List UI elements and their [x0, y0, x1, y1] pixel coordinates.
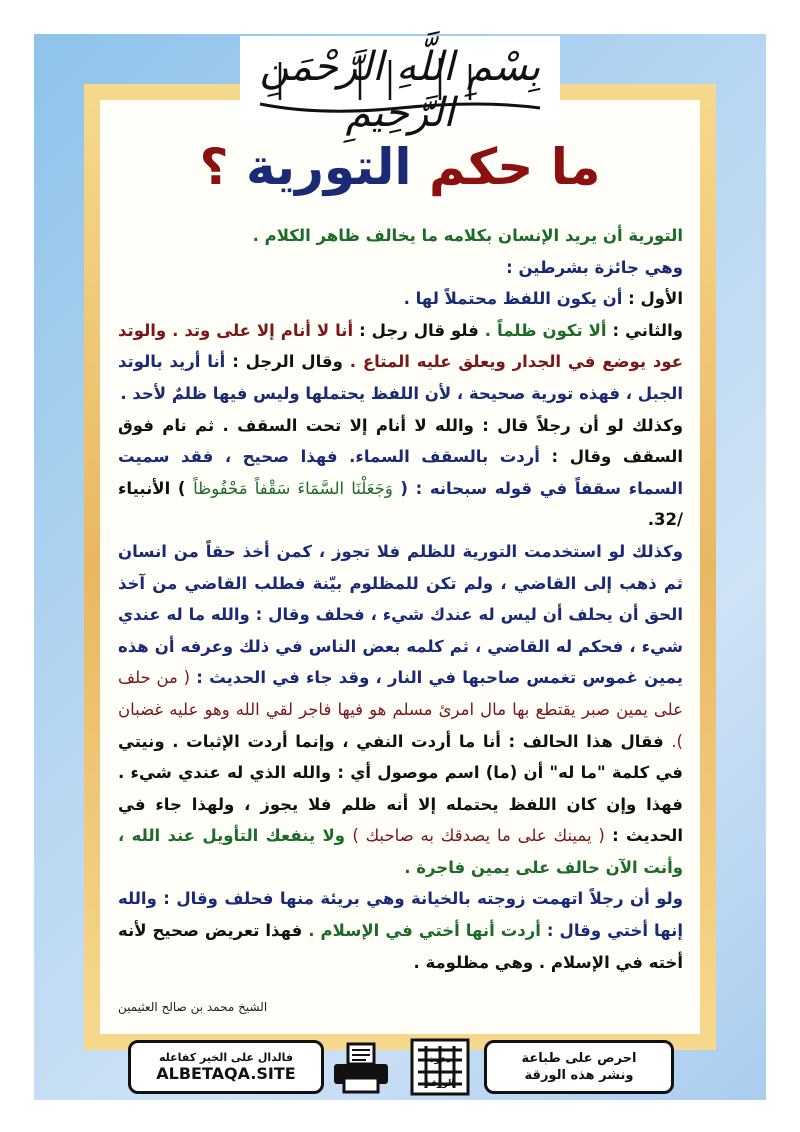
text-segment: وكذلك لو أن رجلاً قال : والله لا أنام إلا تحت السقف . ثم نام فوق السقف وقال : [118, 415, 683, 467]
printer-icon [330, 1040, 392, 1096]
quran-verse: وَجَعَلْنَا السَّمَاءَ سَقْفاً مَحْفُوظاً [193, 478, 393, 498]
logo-text-2: الورقة [425, 1079, 455, 1089]
print-reminder-line1: احرص على طباعة [521, 1051, 637, 1066]
text-segment: ولا ينفعك التأويل عند الله ، وأنت الآن حالف على يمين فاجرة . [118, 826, 683, 877]
text-segment: فلو قال رجل : [353, 320, 485, 340]
page-title [100, 138, 700, 196]
text-segment: وقال الرجل : [225, 352, 350, 372]
title-question-mark: ؟ [199, 138, 229, 196]
article-body [118, 220, 683, 978]
text-segment: ولو أن رجلاً اتهمت زوجته بالخيانة وهي بريئة منها فحلف وقال : والله إنها أختي وقال : [118, 889, 683, 941]
text-segment: الأول : [622, 289, 683, 309]
paragraph-roof-example [118, 410, 683, 536]
text-segment: أردت بالسقف السماء. فهذا صحيح ، فقد سميت السماء سقفاً في قوله سبحانه : ( [118, 447, 683, 498]
hadith-quote: ( يمينك على ما يصدقك به صاحبك ) [352, 826, 605, 846]
logo-text-1: دعوة [429, 1055, 451, 1065]
paragraph-oppression [118, 536, 683, 884]
basmala-text: بِسْمِ اللَّهِ الرَّحْمَنِ الرَّحِيمِ [259, 44, 541, 136]
paragraph-sister-example [118, 883, 683, 978]
author-credit: الشيخ محمد بن صالح العثيمين [118, 1000, 268, 1014]
text-segment: وكذلك لو استخدمت التورية للظلم فلا تجوز ، كمن أخذ حقاً من انسان ثم ذهب إلى القاضي ، ولم تكن للمظلوم بيّنة فطلب القاضي من آخذ الحق أن يحلف أن ليس له عندك شيء ، فحلف وقال : والله ما له عندي شيء ، فحكم له القاضي ، ثم كلمه بعض الناس في ذلك وعرفه أن هذه يمين غموس تغمس صاحبها في النار ، وقد جاء في الحديث : [118, 541, 683, 688]
text-segment: وهي جائزة بشرطين : [506, 257, 683, 277]
paragraph-first-condition [118, 283, 683, 315]
text-segment: فهذا تعريض صحيح لأنه أخته في الإسلام . وهي مظلومة . [118, 921, 683, 972]
paragraph-second-condition [118, 315, 683, 410]
website-box [128, 1040, 324, 1094]
text-segment: التورية أن يريد الإنسان بكلامه ما يخالف ظاهر الكلام . [252, 226, 683, 245]
text-segment: أنا أريد بالوتد الجبل ، فهذه تورية صحيحة ، لأن اللفظ يحتملها وليس فيها ظلمٌ لأحد . [118, 352, 683, 403]
text-segment: أن يكون اللفظ محتملاً لها . [403, 289, 623, 309]
website-slogan: فالدال على الخير كفاعله [158, 1051, 294, 1064]
title-word-ruling: ما حكم [428, 138, 601, 196]
print-reminder-line2: ونشر هذه الورقة [524, 1068, 634, 1083]
text-segment: ) الأنبياء /32. [118, 478, 683, 530]
hadith-quote: ( من حلف على يمين صبر يقتطع بها مال امرئ مسلم هو فيها فاجر لقي الله وهو عليه غضبان ). [118, 668, 683, 751]
title-word-tawriya: التورية [245, 138, 412, 196]
text-segment: والثاني : [606, 320, 684, 340]
dawah-logo-icon [408, 1036, 472, 1098]
paragraph-conditions [118, 252, 683, 284]
text-segment: أنا لا أنام إلا على وتد . والوتد عود يوضع في الجدار ويعلق عليه المتاع . [118, 320, 684, 372]
print-reminder-box [484, 1040, 674, 1094]
text-segment: ألا تكون ظلماً . [484, 320, 607, 340]
website-link[interactable]: ALBETAQA.SITE [156, 1064, 296, 1083]
text-segment: أردت أنها أختي في الإسلام . [308, 921, 541, 941]
paragraph-definition [118, 220, 683, 252]
text-segment: فقال هذا الحالف : أنا ما أردت النفي ، وإنما أردت الإثبات . ونيتي في كلمة "ما له" أن (ما) اسم موصول أي : والله الذي له عندي شيء . فهذا وإن كان اللفظ يحتمله إلا أنه ظلم فلا يجوز ، ولهذا جاء في الحديث : [118, 731, 683, 846]
